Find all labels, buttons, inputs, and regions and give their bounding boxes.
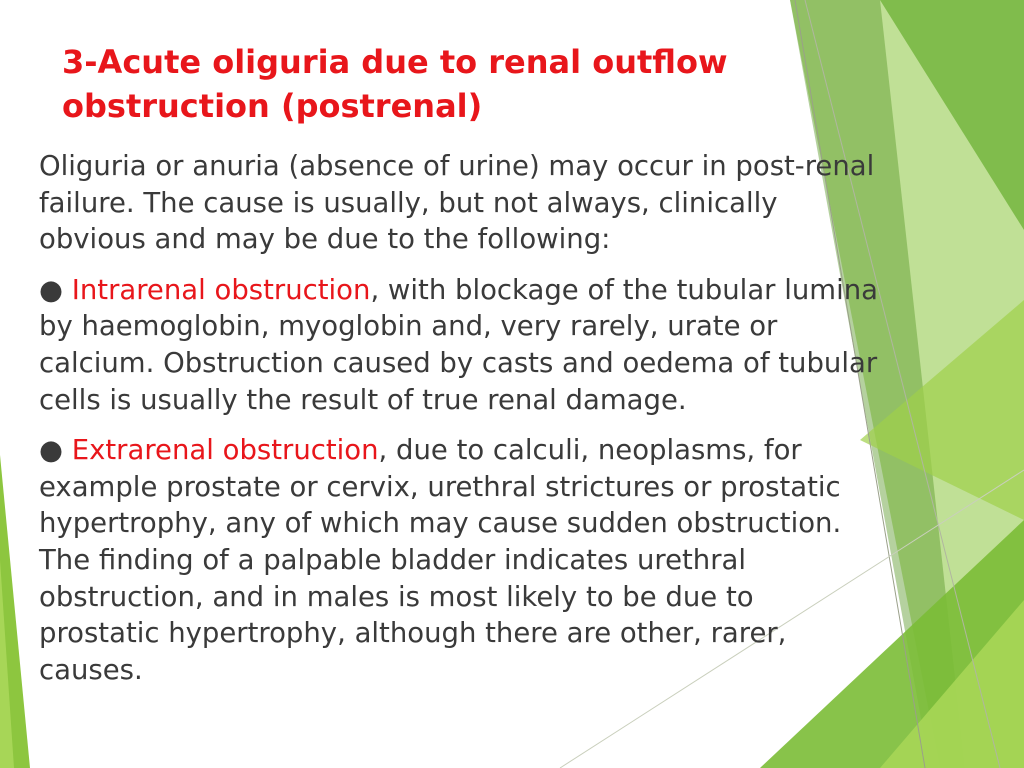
title-line-1: 3-Acute oliguria due to renal outflow <box>62 43 728 81</box>
bullet-term: Intrarenal obstruction <box>71 273 371 306</box>
bullet-extrarenal <box>39 432 989 688</box>
slide-body <box>39 148 989 702</box>
bullet-line: causes. <box>39 653 143 686</box>
bullet-line: The finding of a palpable bladder indicates urethral <box>39 543 747 576</box>
bullet-text: , with blockage of the tubular lumina <box>370 273 878 306</box>
intro-line: failure. The cause is usually, but not always, clinically <box>39 186 778 219</box>
bullet-line: obstruction, and in males is most likely to be due to <box>39 580 754 613</box>
intro-paragraph <box>39 148 989 258</box>
intro-line: obvious and may be due to the following: <box>39 223 611 256</box>
bullet-first-line <box>39 272 989 309</box>
bullet-term: Extrarenal obstruction <box>71 434 379 467</box>
intro-line: Oliguria or anuria (absence of urine) may occur in post-renal <box>39 150 875 182</box>
bullet-text: , due to calculi, neoplasms, for <box>378 434 802 467</box>
bullet-first-line <box>39 432 989 469</box>
bullet-line: example prostate or cervix, urethral strictures or prostatic <box>39 470 841 503</box>
title-line-2: obstruction (postrenal) <box>62 87 483 125</box>
bullet-dot-icon: ● <box>39 434 72 467</box>
bullet-line: cells is usually the result of true renal damage. <box>39 383 687 416</box>
bullet-dot-icon: ● <box>39 273 72 306</box>
slide-title <box>62 40 822 128</box>
bullet-intrarenal <box>39 272 989 418</box>
bullet-line: by haemoglobin, myoglobin and, very rarely, urate or <box>39 310 778 343</box>
bullet-line: calcium. Obstruction caused by casts and oedema of tubular <box>39 346 878 379</box>
bullet-line: prostatic hypertrophy, although there are other, rarer, <box>39 617 787 650</box>
bullet-line: hypertrophy, any of which may cause sudden obstruction. <box>39 507 842 540</box>
